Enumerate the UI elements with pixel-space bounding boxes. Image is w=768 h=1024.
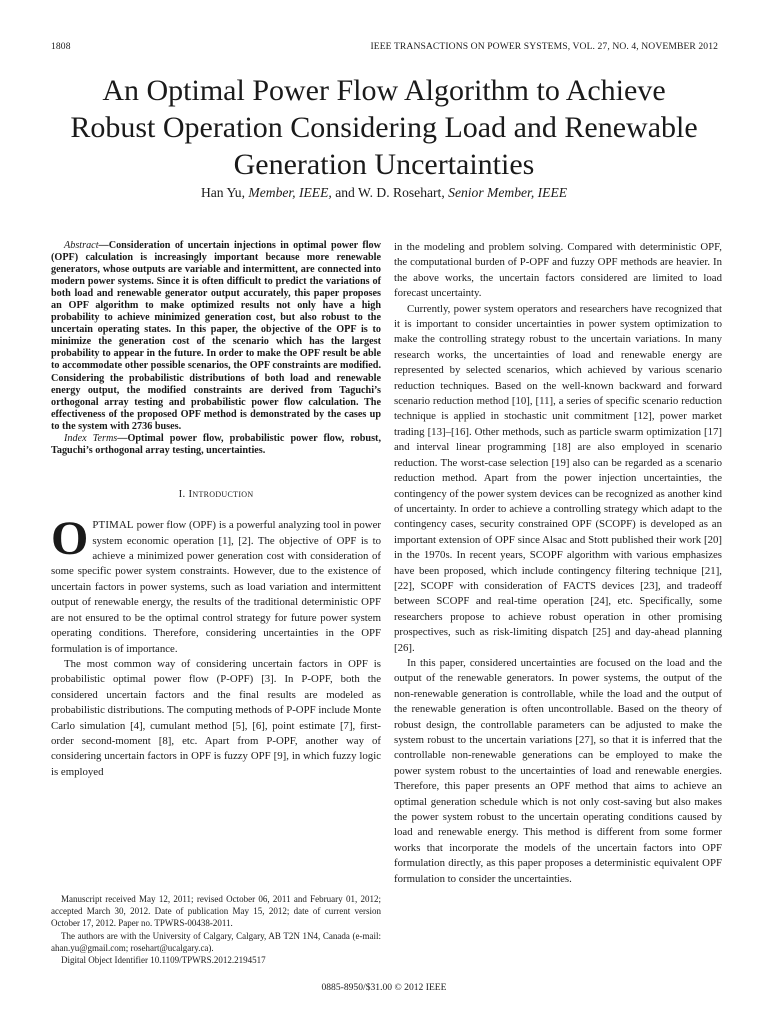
left-column [51, 240, 381, 780]
copyright-footer: 0885-8950/$31.00 © 2012 IEEE [321, 982, 447, 993]
right-column [394, 240, 722, 887]
section-numeral: I. [178, 487, 186, 500]
author-1-role: Member, IEEE, [248, 185, 332, 200]
section-title: Introduction [188, 487, 254, 500]
index-terms-text: —Optimal power flow, probabilistic power flow, robust, Taguchi’s orthogonal array testing, uncertainties. [51, 432, 381, 456]
footnotes [51, 893, 381, 966]
journal-name: IEEE TRANSACTIONS ON POWER SYSTEMS, VOL. 27, NO. 4, NOVEMBER 2012 [370, 41, 718, 52]
paper-title [40, 72, 728, 183]
abstract [51, 240, 381, 433]
author-list [40, 185, 728, 201]
right-paragraph-2: Currently, power system operators and researchers have recognized that it is important to consider uncertainties in power system optimization to make the controlling strategy robust to the uncertain variations. In many research works, the uncertainties of load and renewable energy are represented by selected scenarios, which achieved by various scenario reduction techniques. Based on the well-known backward and forward scenario reduction method [10], [11], a series of specific scenario reduction technique is applied in stochastic unit commitment [12], power market trading [13]–[16]. Other methods, such as particle swarm optimization [17] and interval linear programming [18] are also employed in scenario reduction. The worst-case selection [19] also can be regarded as a scenario reduction method. Apart from the power injection uncertainties, the contingency of the power system devices can be recognized as another kind of uncertainty. In order to achieve a controlling strategy which adapt to the contingency cases, security constrained OPF (SCOPF) is developed as an important extension of OPF since Alsac and Stott published their work [20] in the 1970s. In recent years, SCOPF algorithm with various emphasizes have been proposed, which include contingency filtering technique [21], [22], SCOPF with consideration of FACTS devices [23], and tradeoff between SCOPF and real-time operation [24], etc. Specifically, some researchers propose to achieve robust operation in other promising prospectives, such as risk-limiting dispatch [25] and day-ahead planning [26]. [394, 302, 722, 654]
title-line-1: An Optimal Power Flow Algorithm to Achieve [102, 74, 666, 107]
section-heading-introduction [51, 487, 381, 502]
author-1-name: Han Yu, [200, 185, 245, 200]
drop-cap: O [51, 512, 89, 566]
intro-paragraph-1-text: power flow (OPF) is a powerful analyzing tool in power system economic operation [1], [2]. The objective of OPF is to achieve a minimized power generation cost with consideration of some specific power system constraints. However, due to the existence of uncertain factors in power systems, such as load variation and intermittent output of renewable energy, the results of the traditional deterministic OPF are not ensured to be the optimal control strategy for future power system operating conditions. Therefore, considering uncertainties in the OPF formulation is of importance. [51, 519, 381, 655]
page-number: 1808 [51, 41, 71, 52]
right-paragraph-1: in the modeling and problem solving. Compared with deterministic OPF, the computational burden of P-OPF and fuzzy OPF methods are heavier. In the above works, the uncertain factors considered are limited to load forecast uncertainty. [394, 241, 722, 300]
footnote-manuscript: Manuscript received May 12, 2011; revised October 06, 2011 and February 01, 2012; accepted March 30, 2012. Date of publication May 15, 2012; date of current version October 17, 2012. Paper no. TPWRS-00438-2011. [51, 894, 381, 929]
author-2-name: W. D. Rosehart, [358, 185, 445, 200]
intro-paragraph-2: The most common way of considering uncertain factors in OPF is probabilistic optimal power flow (P-OPF) [3]. In P-OPF, both the considered uncertain factors and the final results are modeled as probabilistic distributions. The computing methods of P-OPF include Monte Carlo simulation [4], cumulant method [5], [6], point estimate [7], first-order second-moment [8], etc. Apart from P-OPF, another way of considering uncertain factors in OPF is fuzzy OPF [9], in which fuzzy logic is employed [51, 657, 381, 778]
index-terms-lead: Index Terms [64, 432, 118, 444]
footnote-affiliation: The authors are with the University of Calgary, Calgary, AB T2N 1N4, Canada (e-mail: ahan.yu@gmail.com; rosehart@ucalgary.ca). [51, 930, 381, 953]
author-conjunction: and [335, 185, 355, 200]
abstract-lead: Abstract [64, 240, 99, 251]
intro-first-word: PTIMAL [92, 519, 134, 532]
author-2-role: Senior Member, IEEE [448, 185, 568, 200]
abstract-text: —Consideration of uncertain injections in optimal power flow (OPF) calculation is increasingly important because more renewable generators, whose outputs are variable and intermittent, are connected into modern power systems. Since it is often difficult to predict the variations of both load and renewable generator output accurately, this paper proposes an OPF algorithm to make optimized results not only have a high probability to achieve minimized generation cost, but also robust to the uncertain operating states. In this paper, the objective of the OPF is to minimize the generation cost of the scenario which has the largest probability to appear in the future. In order to make the OPF result be able to accommodate other possible scenarios, the OPF constraints are modified. Considering the probabilistic distributions of both load and renewable energy output, the modified constraints are derived from Taguchi’s orthogonal array testing and probabilistic power flow calculation. The effectiveness of the proposed OPF method is demonstrated by the cases up to the system with 2736 buses. [51, 240, 381, 432]
index-terms [51, 433, 381, 457]
footnote-doi: Digital Object Identifier 10.1109/TPWRS.2012.2194517 [61, 955, 266, 966]
title-line-3: Generation Uncertainties [233, 148, 535, 181]
title-line-2: Robust Operation Considering Load and Renewable [70, 111, 698, 144]
right-paragraph-3: In this paper, considered uncertainties are focused on the load and the output of the renewable generators. In power systems, the output of the non-renewable generation is controllable, while the load and the output of the renewable generation is often uncontrollable. Based on the theory of robust design, the controllable parameters can be adjusted to make the system robust to the uncertain variations [27], so that it is inferred that the controllable non-renewable generations can be employed to make the power system robust to the uncertainties of load and renewable energies. Therefore, this paper presents an OPF method that aims to achieve an optimal generation schedule which is not only cost-saving but also makes the power system robust to the uncertain operating conditions caused by load and renewable energy. This method is different from some former works that incorporate the models of the uncertain factors into OPF formulation directly, as this paper proposes a deterministic equivalent OPF formulation to consider the uncertainties. [394, 656, 722, 885]
intro-paragraph-1 [51, 512, 381, 657]
